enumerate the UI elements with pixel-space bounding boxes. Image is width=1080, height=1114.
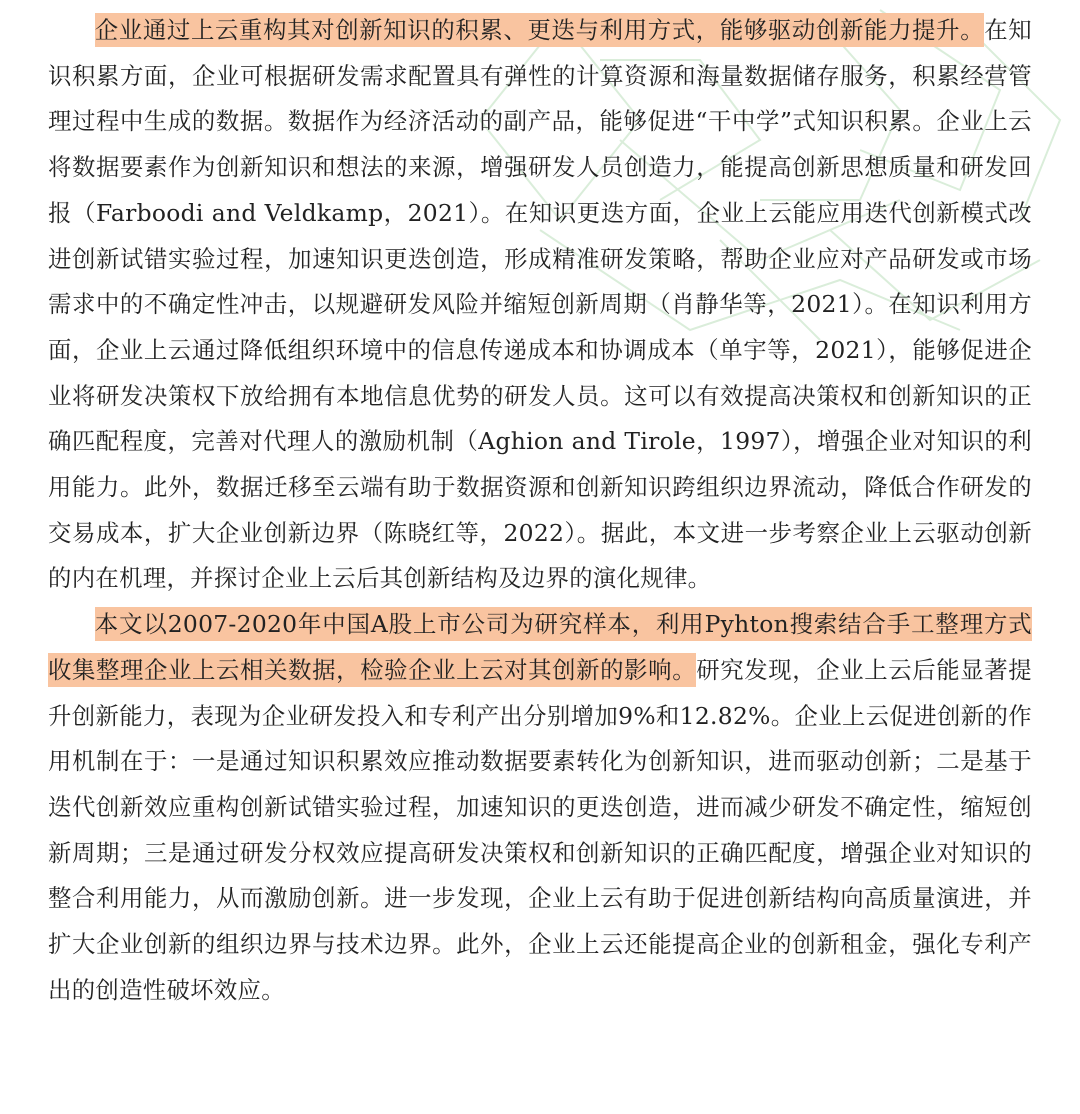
- paragraph-text: 在知识积累方面，企业可根据研发需求配置具有弹性的计算资源和海量数据储存服务，积累经营管理过程中生成的数据。数据作为经济活动的副产品，能够促进“干中学”式知识积累。企业上云将数据要素作为创新知识和想法的来源，增强研发人员创造力，能提高创新思想质量和研发回报（Farboodi and Veldkamp，2021）。在知识更迭方面，企业上云能应用迭代创新模式改进创新试错实验过程，加速知识更迭创造，形成精准研发策略，帮助企业应对产品研发或市场需求中的不确定性冲击，以规避研发风险并缩短创新周期（肖静华等，2021）。在知识利用方面，企业上云通过降低组织环境中的信息传递成本和协调成本（单宇等，2021），能够促进企业将研发决策权下放给拥有本地信息优势的研发人员。这可以有效提高决策权和创新知识的正确匹配程度，完善对代理人的激励机制（Aghion and Tirole，1997），增强企业对知识的利用能力。此外，数据迁移至云端有助于数据资源和创新知识跨组织边界流动，降低合作研发的交易成本，扩大企业创新边界（陈晓红等，2022）。据此，本文进一步考察企业上云驱动创新的内在机理，并探讨企业上云后其创新结构及边界的演化规律。: [48, 16, 1032, 593]
- article-body: [48, 8, 1032, 1013]
- highlighted-sentence: 企业通过上云重构其对创新知识的积累、更迭与利用方式，能够驱动创新能力提升。: [95, 13, 984, 47]
- paragraph-text: 研究发现，企业上云后能显著提升创新能力，表现为企业研发投入和专利产出分别增加9%和12.82%。企业上云促进创新的作用机制在于：一是通过知识积累效应推动数据要素转化为创新知识，进而驱动创新；二是基于迭代创新效应重构创新试错实验过程，加速知识的更迭创造，进而减少研发不确定性，缩短创新周期；三是通过研发分权效应提高研发决策权和创新知识的正确匹配度，增强企业对知识的整合利用能力，从而激励创新。进一步发现，企业上云有助于促进创新结构向高质量演进，并扩大企业创新的组织边界与技术边界。此外，企业上云还能提高企业的创新租金，强化专利产出的创造性破坏效应。: [48, 655, 1032, 1004]
- highlighted-sentence: 本文以2007-2020年中国A股上市公司为研究样本，利用Pyhton搜索结合手工整理方式收集整理企业上云相关数据，检验企业上云对其创新的影响。: [48, 607, 1032, 687]
- paragraph-research-findings: [48, 602, 1032, 1013]
- paragraph-knowledge-mechanism: [48, 8, 1032, 602]
